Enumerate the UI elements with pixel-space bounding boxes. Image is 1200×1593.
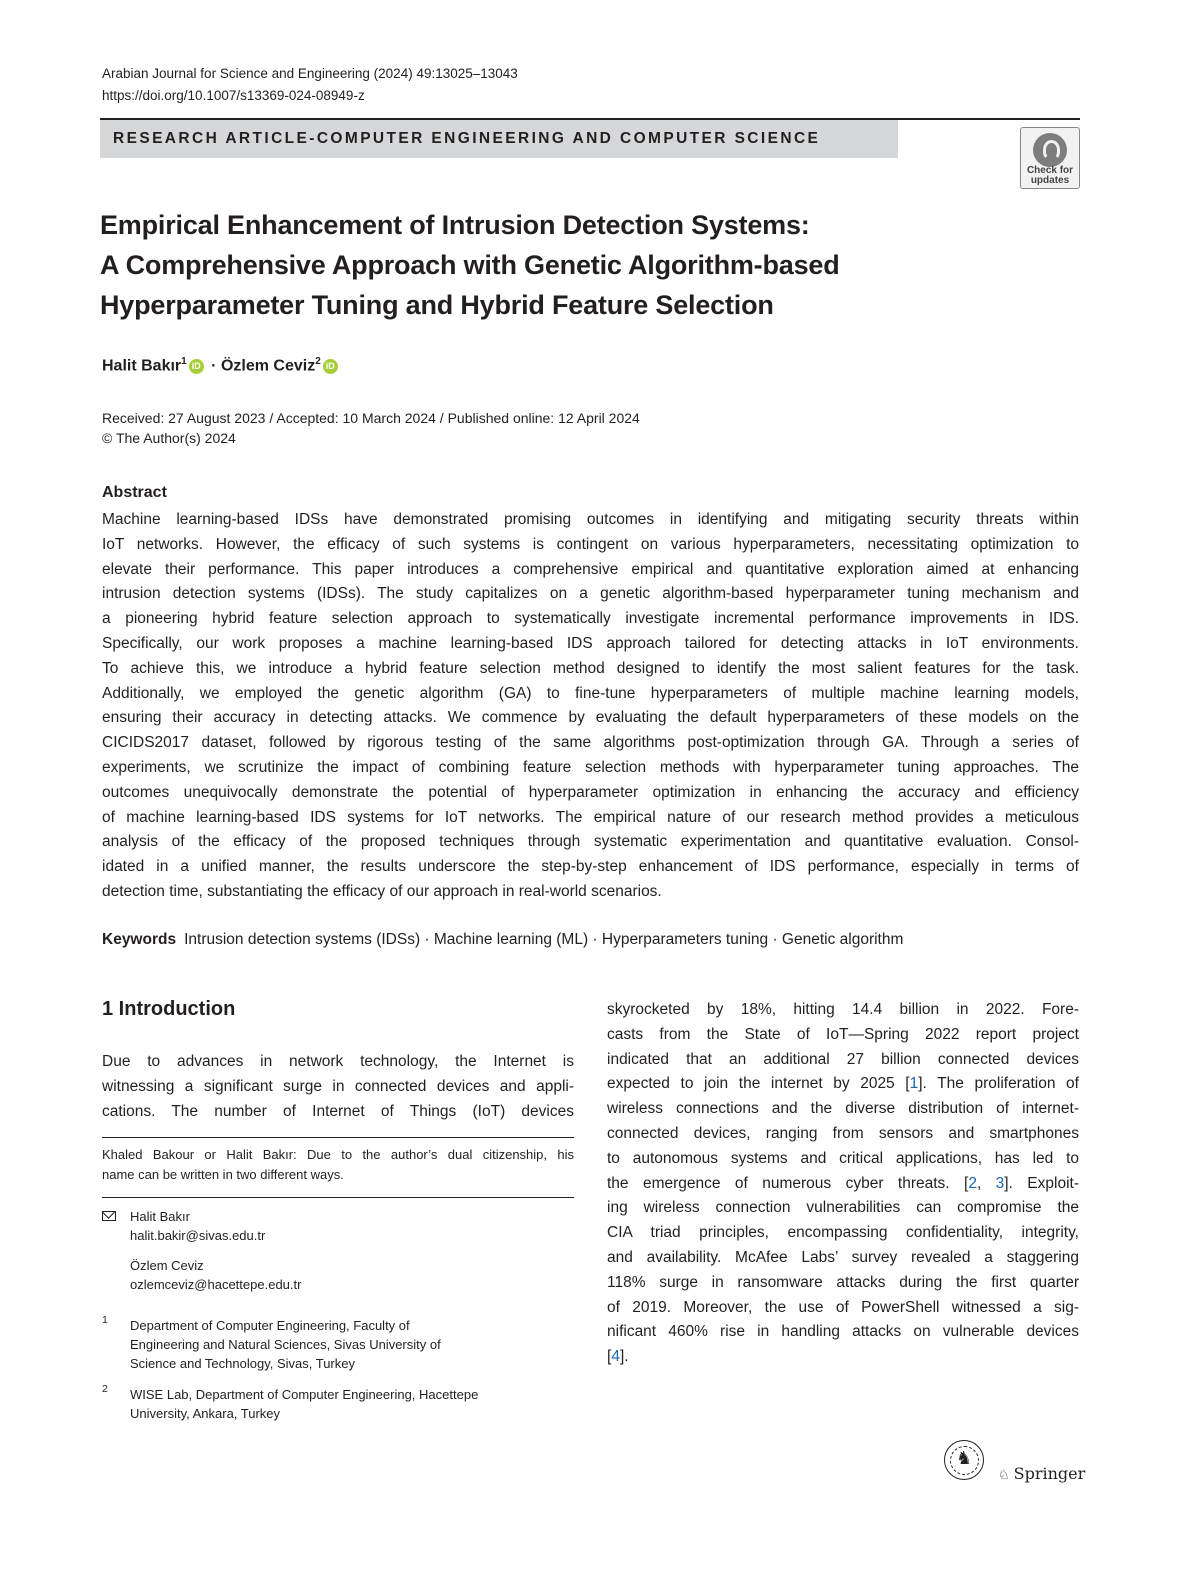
correspondence-name: Halit Bakır xyxy=(130,1209,190,1224)
author-name[interactable]: Halit Bakır xyxy=(102,357,182,375)
affiliation-marker: 2 xyxy=(315,356,321,367)
title-line: A Comprehensive Approach with Genetic Algorithm-based xyxy=(100,250,840,280)
body-line xyxy=(607,1172,1079,1197)
publisher-name xyxy=(998,1464,1085,1483)
affiliation-marker: 1 xyxy=(181,356,187,367)
affiliation-number: 2 xyxy=(102,1383,108,1395)
text-run: [ xyxy=(607,1348,612,1366)
publication-dates: Received: 27 August 2023 / Accepted: 10 March 2024 / Published online: 12 April 2024 xyxy=(102,410,640,426)
body-line: ing wireless connection vulnerabilities can compromise the xyxy=(607,1199,1079,1217)
affiliation-line: WISE Lab, Department of Computer Engineering, Hacettepe xyxy=(130,1387,479,1402)
crossmark-icon xyxy=(1033,133,1067,167)
text-run: ]. xyxy=(619,1348,629,1366)
abstract-line: Additionally, we employed the genetic algorithm (GA) to fine-tune hyperparameters of multiple machine learning models, xyxy=(102,684,1079,702)
paper-title xyxy=(100,205,1000,325)
text-run: , xyxy=(976,1174,996,1192)
abstract-line: analysis of the efficacy of the proposed techniques through systematic experimentation and quantitative evaluation. Consol- xyxy=(102,833,1079,851)
copyright-notice: © The Author(s) 2024 xyxy=(102,430,236,446)
body-line: connected devices, ranging from sensors and smartphones xyxy=(607,1124,1079,1142)
body-line xyxy=(607,1072,1079,1097)
correspondence-email[interactable]: halit.bakir@sivas.edu.tr xyxy=(130,1228,266,1243)
footnote-rule xyxy=(102,1137,574,1138)
check-for-updates-badge[interactable] xyxy=(1020,127,1080,189)
springer-horse-icon: ♘ xyxy=(998,1468,1010,1483)
article-type-label: RESEARCH ARTICLE-COMPUTER ENGINEERING AND COMPUTER SCIENCE xyxy=(113,130,821,147)
abstract-line: idated in a unified manner, the results underscore the step-by-step enhancement of IDS performance, especially in terms of xyxy=(102,858,1079,876)
body-line: witnessing a significant surge in connected devices and appli- xyxy=(102,1077,574,1095)
title-line: Empirical Enhancement of Intrusion Detection Systems: xyxy=(100,210,810,240)
title-line: Hyperparameter Tuning and Hybrid Feature Selection xyxy=(100,290,774,320)
abstract-line: a pioneering hybrid feature selection approach to systematically investigate incremental performance improvements in IDS. xyxy=(102,610,1079,628)
body-line: wireless connections and the diverse distribution of internet- xyxy=(607,1100,1079,1118)
abstract-line: IoT networks. However, the efficacy of such systems is contingent on various hyperparameters, necessitating optimization to xyxy=(102,535,1079,553)
author-name-footnote xyxy=(102,1145,574,1185)
affiliation-line: Engineering and Natural Sciences, Sivas University of xyxy=(130,1337,441,1352)
affiliation-number: 1 xyxy=(102,1314,108,1326)
knight-glyph: ♞ xyxy=(956,1448,973,1469)
intro-left-column xyxy=(102,1050,574,1124)
journal-citation: Arabian Journal for Science and Engineering (2024) 49:13025–13043 xyxy=(102,66,518,81)
body-line: indicated that an additional 27 billion connected devices xyxy=(607,1050,1079,1068)
text-run: expected to join the internet by 2025 [ xyxy=(607,1075,910,1093)
crossmark-label: Check for updates xyxy=(1026,165,1074,186)
citation-link[interactable]: 3 xyxy=(995,1174,1005,1192)
abstract-line: of machine learning-based IDS systems for IoT networks. The empirical nature of our research method provides a meticulous xyxy=(102,808,1079,826)
envelope-icon xyxy=(102,1211,116,1221)
affiliation-line: University, Ankara, Turkey xyxy=(130,1406,281,1421)
correspondence-rule xyxy=(102,1197,574,1198)
abstract-line: experiments, we scrutinize the impact of combining feature selection methods with hyperparameter tuning approaches. The xyxy=(102,758,1079,776)
text-run: the emergence of numerous cyber threats. [ xyxy=(607,1174,969,1192)
author-separator: · xyxy=(211,357,217,375)
citation-link[interactable]: 1 xyxy=(909,1075,919,1093)
body-line: cations. The number of Internet of Things (IoT) devices xyxy=(102,1102,574,1120)
abstract-line: Specifically, our work proposes a machine learning-based IDS approach tailored for detecting attacks in IoT environments. xyxy=(102,634,1079,652)
abstract-line: outcomes unequivocally demonstrate the potential of hyperparameter optimization in enhancing the accuracy and efficiency xyxy=(102,783,1079,801)
orcid-icon[interactable]: iD xyxy=(189,359,204,374)
body-line: to autonomous systems and critical applications, has led to xyxy=(607,1149,1079,1167)
publisher-label: Springer xyxy=(1013,1464,1086,1483)
orcid-icon[interactable]: iD xyxy=(323,359,338,374)
correspondence-email[interactable]: ozlemceviz@hacettepe.edu.tr xyxy=(130,1277,302,1292)
abstract-line: ensuring their accuracy in detecting attacks. We commence by evaluating the default hyperparameters of these models on the xyxy=(102,709,1079,727)
abstract-line: Machine learning-based IDSs have demonstrated promising outcomes in identifying and mitigating security threats within xyxy=(102,511,1079,528)
body-line: CIA triad principles, encompassing confidentiality, integrity, xyxy=(607,1224,1079,1242)
text-run: ]. Exploit- xyxy=(1004,1174,1079,1192)
body-line: of 2019. Moreover, the use of PowerShell witnessed a sig- xyxy=(607,1298,1079,1316)
author-name[interactable]: Özlem Ceviz xyxy=(220,357,316,375)
section-heading-introduction: 1 Introduction xyxy=(102,998,236,1020)
footnote-line: Khaled Bakour or Halit Bakır: Due to the author’s dual citizenship, his xyxy=(102,1147,574,1162)
abstract-body xyxy=(102,508,1079,905)
body-line: skyrocketed by 18%, hitting 14.4 billion in 2022. Fore- xyxy=(607,1001,1079,1018)
body-line: 118% surge in ransomware attacks during the first quarter xyxy=(607,1273,1079,1291)
footnote-line: name can be written in two different ways. xyxy=(102,1167,344,1182)
body-line: Due to advances in network technology, the Internet is xyxy=(102,1053,574,1070)
abstract-line: detection time, substantiating the efficacy of our approach in real-world scenarios. xyxy=(102,882,662,900)
abstract-heading: Abstract xyxy=(102,484,167,501)
body-line: and availability. McAfee Labs’ survey revealed a staggering xyxy=(607,1248,1079,1266)
body-line: nificant 460% rise in handling attacks on vulnerable devices xyxy=(607,1323,1079,1341)
abstract-line: elevate their performance. This paper introduces a comprehensive empirical and quantitative exploration aimed at enhancing xyxy=(102,560,1079,578)
citation-link[interactable]: 2 xyxy=(968,1174,977,1192)
header-rule xyxy=(898,118,1080,120)
keywords xyxy=(102,928,903,952)
correspondence-name: Özlem Ceviz xyxy=(130,1258,204,1273)
author-list xyxy=(102,350,341,378)
keywords-label: Keywords xyxy=(102,931,177,948)
body-line xyxy=(607,1345,1079,1370)
affiliation-line: Department of Computer Engineering, Faculty of xyxy=(130,1318,410,1333)
abstract-line: intrusion detection systems (IDSs). The study capitalizes on a genetic algorithm-based hyperparameter tuning mechanism and xyxy=(102,585,1079,603)
keywords-list: Intrusion detection systems (IDSs) · Machine learning (ML) · Hyperparameters tuning · Genetic algorithm xyxy=(184,931,904,948)
text-run: ]. The proliferation of xyxy=(918,1075,1079,1093)
citation-link[interactable]: 4 xyxy=(611,1348,620,1366)
doi-link[interactable]: https://doi.org/10.1007/s13369-024-08949-z xyxy=(102,88,365,103)
springer-chess-knight-icon xyxy=(944,1440,984,1480)
intro-right-column xyxy=(607,998,1079,1370)
body-line: casts from the State of IoT—Spring 2022 report project xyxy=(607,1025,1079,1043)
abstract-line: CICIDS2017 dataset, followed by rigorous testing of the same algorithms post-optimization through GA. Through a series of xyxy=(102,734,1079,752)
affiliation-line: Science and Technology, Sivas, Turkey xyxy=(130,1356,355,1371)
abstract-line: To achieve this, we introduce a hybrid feature selection method designed to identify the most salient features for the task. xyxy=(102,659,1079,677)
